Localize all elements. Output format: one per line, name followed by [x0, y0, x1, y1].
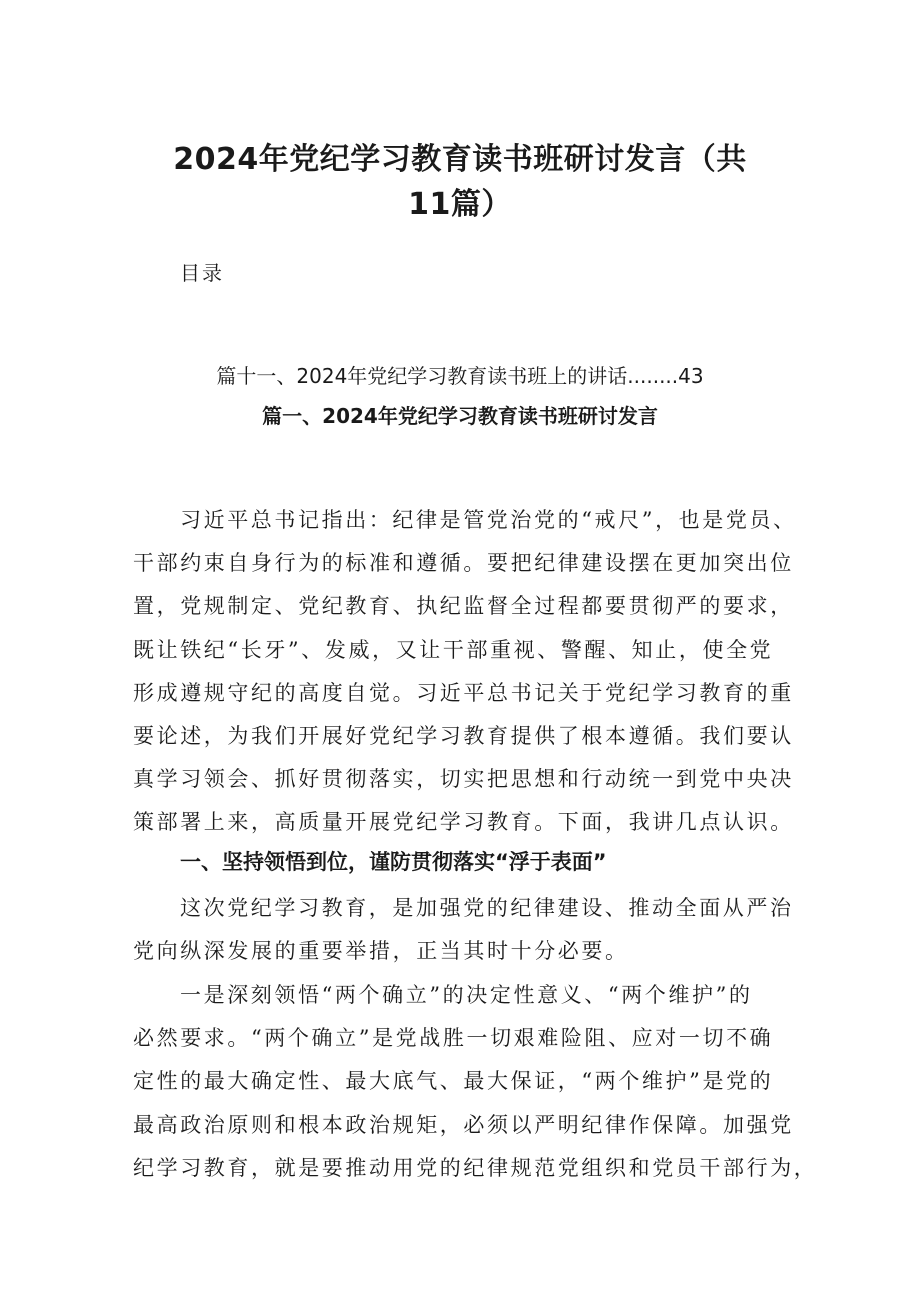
paragraph-line: 既让铁纪“长牙”、发威，又让干部重视、警醒、知止，使全党: [133, 637, 774, 662]
paragraph-line: 纪学习教育，就是要推动用党的纪律规范党组织和党员干部行为，: [133, 1155, 818, 1180]
paragraph-2: [133, 887, 798, 973]
paragraph-line: 要论述，为我们开展好党纪学习教育提供了根本遵循。我们要认: [133, 723, 794, 748]
paragraph-line: 习近平总书记指出：纪律是管党治党的“戒尺”，也是党员、: [180, 508, 797, 532]
paragraph-line: 置，党规制定、党纪教育、执纪监督全过程都要贯彻严的要求，: [133, 594, 794, 619]
paragraph-intro: [133, 499, 798, 845]
toc-entry[interactable]: 篇一、2024年党纪学习教育读书班研讨发言: [262, 404, 658, 428]
paragraph-line: 策部署上来，高质量开展党纪学习教育。下面，我讲几点认识。: [133, 810, 794, 835]
toc-heading: 目录: [180, 261, 224, 285]
toc-entry[interactable]: 篇十一、2024年党纪学习教育读书班上的讲话........43: [216, 364, 704, 388]
paragraph-line: 必然要求。“两个确立”是党战胜一切艰难险阻、应对一切不确: [133, 1026, 774, 1051]
paragraph-line: 干部约束自身行为的标准和遵循。要把纪律建设摆在更加突出位: [133, 551, 794, 576]
section-heading: 一、坚持领悟到位，谨防贯彻落实“浮于表面”: [180, 850, 607, 874]
document-title-line-1: 2024年党纪学习教育读书班研讨发言（共: [173, 142, 747, 177]
paragraph-line: 定性的最大确定性、最大底气、最大保证，“两个维护”是党的: [133, 1069, 774, 1094]
paragraph-line: 形成遵规守纪的高度自觉。习近平总书记关于党纪学习教育的重: [133, 680, 794, 705]
paragraph-line: 这次党纪学习教育，是加强党的纪律建设、推动全面从严治: [180, 896, 794, 920]
paragraph-line: 一是深刻领悟“两个确立”的决定性意义、“两个维护”的: [180, 983, 753, 1007]
paragraph-3: [133, 974, 818, 1190]
document-title-line-2: 11篇）: [408, 187, 512, 222]
paragraph-line: 最高政治原则和根本政治规矩，必须以严明纪律作保障。加强党: [133, 1112, 794, 1137]
paragraph-line: 真学习领会、抓好贯彻落实，切实把思想和行动统一到党中央决: [133, 767, 794, 792]
paragraph-line: 党向纵深发展的重要举措，正当其时十分必要。: [133, 939, 629, 964]
